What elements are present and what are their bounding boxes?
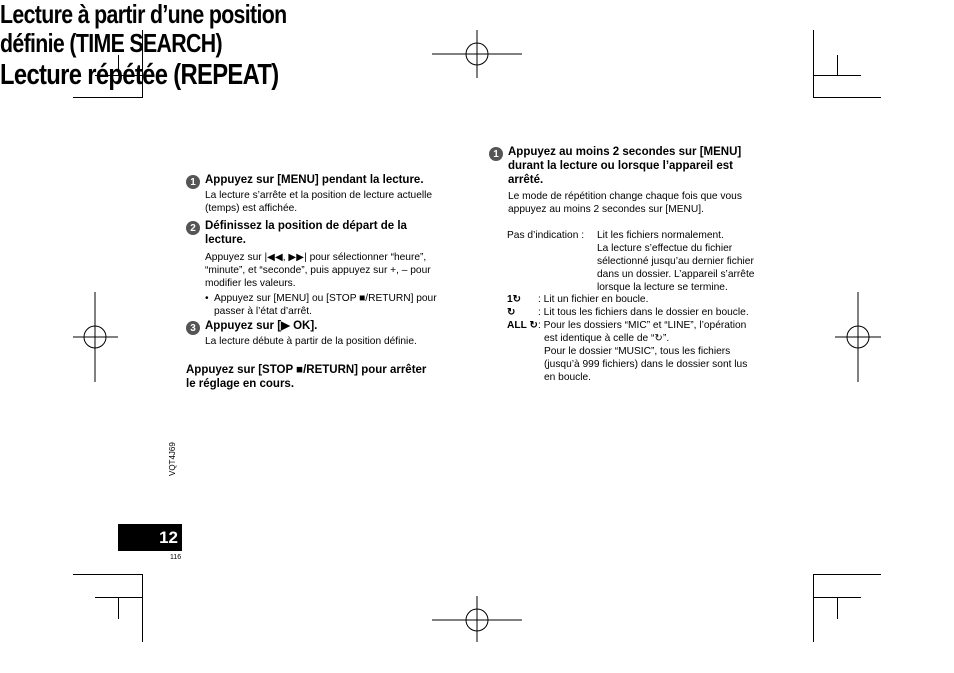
stop-note: Appuyez sur [STOP ■/RETURN] pour arrêter le réglage en cours. [186,364,427,390]
sub-page-number: 116 [170,554,182,561]
step-bullet: • Appuyez sur [MENU] ou [STOP ■/RETURN] pour passer à l’état d’arrêt. [205,293,437,317]
model-code: VQT4J69 [168,442,177,476]
step-body: La lecture s’arrête et la position de lecture actuelle (temps) est affichée. [205,190,433,214]
repeat-folder-text: : Lit tous les fichiers dans le dossier en boucle. [538,307,749,318]
left-step-3 [186,319,417,348]
no-indication-label: Pas d’indication : [507,230,585,241]
step-body: Le mode de répétition change chaque fois que vous appuyez au moins 2 secondes sur [MENU]. [508,191,742,215]
repeat-folder-icon: ↻ [507,307,516,318]
repeat-one-text: : Lit un fichier en boucle. [538,294,649,305]
right-step-1 [489,145,742,216]
repeat-all-icon: ALL ↻ [507,320,538,331]
step-body: La lecture débute à partir de la position définie. [205,336,417,347]
step-heading: Appuyez sur [▶ OK]. [205,320,318,332]
page-number: 12 [118,524,182,551]
step-number: 1 [489,147,503,161]
step-heading: Appuyez sur [MENU] pendant la lecture. [205,174,424,186]
no-indication-description: Lit les fichiers normalement. La lecture s’effectue du fichier sélectionné jusqu’au dernier fichier dans un dossier. L’appareil s’arrête lorsque la lecture se termine. [597,230,755,293]
step-body: Appuyez sur |◀◀, ▶▶| pour sélectionner “heure”, “minute”, et “seconde”, puis appuyez sur +, – pour modifier les valeurs. [205,252,431,289]
step-number: 3 [186,321,200,335]
section-title-time-search: Lecture à partir d’une position définie (TIME SEARCH) [0,0,287,59]
step-number: 2 [186,221,200,235]
section-title-repeat: Lecture répétée (REPEAT) [0,58,279,91]
left-step-1 [186,173,432,215]
step-number: 1 [186,175,200,189]
repeat-all-description: : Pour les dossiers “MIC” et “LINE”, l’opération est identique à celle de “↻”. Pour le dossier “MUSIC”, tous les fichiers (jusqu’à 999 fichiers) dans le dossier sont lus en boucle. [538,320,748,383]
repeat-one-icon: 1↻ [507,294,522,305]
left-step-2 [186,219,437,318]
step-heading: Appuyez au moins 2 secondes sur [MENU] durant la lecture ou lorsque l’appareil est arrêté. [508,146,742,186]
step-heading: Définissez la position de départ de la lecture. [205,220,407,246]
